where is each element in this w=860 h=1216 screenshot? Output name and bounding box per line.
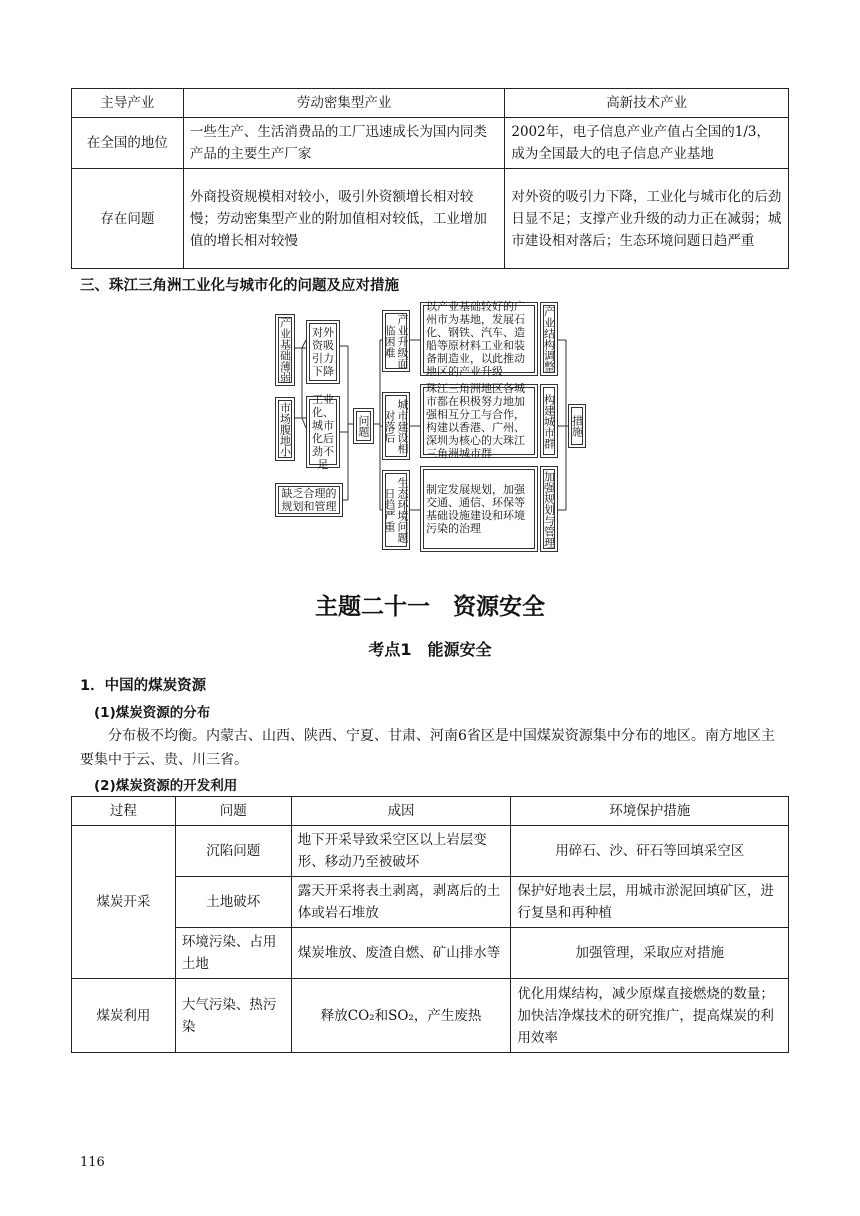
header-cell: 主导产业 xyxy=(72,89,184,118)
table-cell: 保护好地表土层，用城市淤泥回填矿区，进行复垦和再种植 xyxy=(511,877,789,928)
table-cell: 沉陷问题 xyxy=(175,826,291,877)
flow-diagram xyxy=(270,300,590,554)
row-label: 存在问题 xyxy=(72,169,184,269)
industry-table xyxy=(71,88,789,269)
measure-box: 产业结构调整 xyxy=(540,302,558,376)
table-cell: 露天开采将表土剥离，剥离后的土体或岩石堆放 xyxy=(291,877,511,928)
header-cell: 过程 xyxy=(72,797,176,826)
table-cell: 对外资的吸引力下降，工业化与城市化的后劲日显不足；支撑产业升级的动力正在减弱；城市建设相对落后；生态环境问题日趋严重 xyxy=(505,169,789,269)
kaodian-title: 考点1 能源安全 xyxy=(368,640,492,659)
heading-coal: 1．中国的煤炭资源 xyxy=(80,678,207,694)
header-cell: 高新技术产业 xyxy=(505,89,789,118)
row-label: 在全国的地位 xyxy=(72,118,184,169)
table-cell: 释放CO₂和SO₂，产生废热 xyxy=(291,979,511,1053)
coal-table xyxy=(71,796,789,1053)
problem-box: 城市建设相对落后 xyxy=(382,392,410,460)
cause-box: 缺乏合理的规划和管理 xyxy=(275,483,343,517)
theme-title: 主题二十一 资源安全 xyxy=(315,594,545,620)
measure-box: 构建城市群 xyxy=(540,384,558,458)
table-row xyxy=(72,979,789,1053)
header-cell: 劳动密集型产业 xyxy=(183,89,505,118)
description-box: 制定发展规划，加强交通、通信、环保等基础设施建设和环境污染的治理 xyxy=(420,466,538,552)
table-cell: 2002年，电子信息产业产值占全国的1/3，成为全国最大的电子信息产业基地 xyxy=(505,118,789,169)
effect-box: 工业化、城市化后劲不足 xyxy=(306,396,340,468)
header-cell: 成因 xyxy=(291,797,511,826)
table-cell: 煤炭堆放、废渣自燃、矿山排水等 xyxy=(291,928,511,979)
cause-box: 市场腹地小 xyxy=(275,397,295,461)
table-row xyxy=(72,877,789,928)
problem-box: 产业升级面临困难 xyxy=(382,310,410,372)
effect-box: 对外资吸引力下降 xyxy=(306,320,340,384)
table-cell: 优化用煤结构，减少原煤直接燃烧的数量；加快洁净煤技术的研究推广，提高煤炭的利用效率 xyxy=(511,979,789,1053)
table-cell: 地下开采导致采空区以上岩层变形、移动乃至被破坏 xyxy=(291,826,511,877)
section-heading: 三、珠江三角洲工业化与城市化的问题及应对措施 xyxy=(80,278,399,294)
heading-development: (2)煤炭资源的开发利用 xyxy=(94,778,238,794)
heading-distribution: (1)煤炭资源的分布 xyxy=(94,705,211,721)
description-box: 以产业基础较好的广州市为基地，发展石化、钢铁、汽车、造船等原材料工业和装备制造业，以此推动地区的产业升级 xyxy=(420,302,538,376)
header-cell: 环境保护措施 xyxy=(511,797,789,826)
process-cell: 煤炭开采 xyxy=(72,826,176,979)
page-number: 116 xyxy=(80,1155,105,1170)
cause-box: 产业基础薄弱 xyxy=(275,314,295,386)
table-cell: 环境污染、占用土地 xyxy=(175,928,291,979)
header-cell: 问题 xyxy=(175,797,291,826)
table-row xyxy=(72,928,789,979)
table-cell: 土地破坏 xyxy=(175,877,291,928)
table-cell: 用碎石、沙、矸石等回填采空区 xyxy=(511,826,789,877)
table-header-row xyxy=(72,89,789,118)
table-row xyxy=(72,169,789,269)
problem-box: 生态环境问题日趋严重 xyxy=(382,470,410,550)
measures-label-box: 措施 xyxy=(568,404,586,448)
table-row xyxy=(72,118,789,169)
process-cell: 煤炭利用 xyxy=(72,979,176,1053)
table-row xyxy=(72,826,789,877)
distribution-paragraph: 分布极不均衡。内蒙古、山西、陕西、宁夏、甘肃、河南6省区是中国煤炭资源集中分布的地区。南方地区主要集中于云、贵、川三省。 xyxy=(80,728,775,768)
measure-box: 加强规划与管理 xyxy=(540,466,558,552)
table-header-row xyxy=(72,797,789,826)
table-cell: 一些生产、生活消费品的工厂迅速成长为国内同类产品的主要生产厂家 xyxy=(183,118,505,169)
table-cell: 外商投资规模相对较小，吸引外资额增长相对较慢；劳动密集型产业的附加值相对较低，工业增加值的增长相对较慢 xyxy=(183,169,505,269)
description-box: 珠江三角洲地区各城市都在积极努力地加强相互分工与合作，构建以香港、广州、深圳为核心的大珠江三角洲城市群 xyxy=(420,384,538,458)
table-cell: 大气污染、热污染 xyxy=(175,979,291,1053)
center-box: 问题 xyxy=(353,408,374,444)
table-cell: 加强管理，采取应对措施 xyxy=(511,928,789,979)
